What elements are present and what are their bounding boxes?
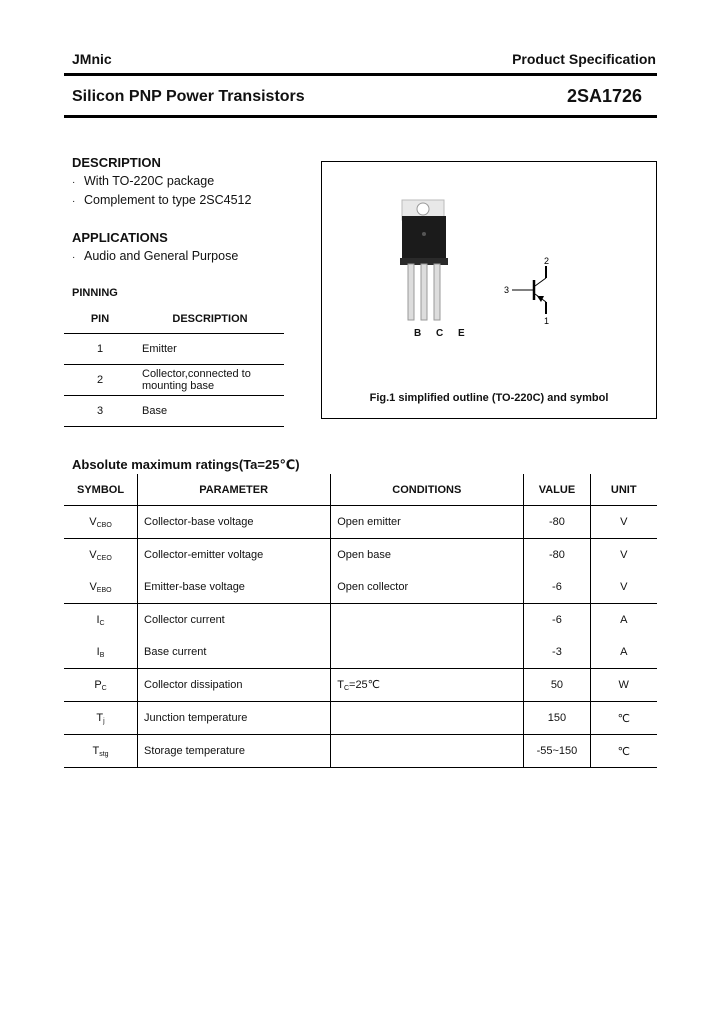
table-row: $P_C$ Collector dissipation $T_C=25℃$ 50 W — [64, 669, 657, 702]
to220-package-image — [396, 196, 456, 322]
table-row: 3 Base — [64, 396, 284, 427]
column-header: UNIT — [590, 474, 657, 506]
pnp-transistor-symbol-icon — [500, 254, 560, 324]
table-row: $V_{EBO}$ Emitter-base voltage Open collector -6 V — [64, 571, 657, 604]
table-row: $T_j$ Junction temperature 150 ℃ — [64, 702, 657, 735]
bullet-icon: · — [72, 196, 76, 207]
column-header: CONDITIONS — [331, 474, 524, 506]
description-item: · Complement to type 2SC4512 — [72, 193, 252, 207]
column-header: PIN — [90, 313, 110, 325]
symbol-cell: $I_B$ — [96, 645, 105, 659]
table-header — [64, 305, 284, 334]
lead-labels: B C E — [414, 328, 471, 339]
svg-text:1: 1 — [544, 316, 550, 324]
symbol-cell: $V_{EBO}$ — [89, 580, 112, 594]
table-row: $I_C$ Collector current -6 A — [64, 604, 657, 637]
table-row: 1 Emitter — [64, 334, 284, 365]
column-header: VALUE — [524, 474, 590, 506]
ratings-table — [64, 474, 657, 768]
bullet-icon: · — [72, 252, 76, 263]
table-row: $T_{stg}$ Storage temperature -55~150 ℃ — [64, 735, 657, 768]
company-name: JMnic — [72, 51, 112, 67]
symbol-cell: $P_C$ — [64, 669, 138, 702]
bullet-icon: · — [72, 177, 76, 188]
column-header: SYMBOL — [64, 474, 138, 506]
figure-caption: Fig.1 simplified outline (TO-220C) and symbol — [369, 392, 609, 404]
figure-box — [321, 161, 657, 419]
application-item: · Audio and General Purpose — [72, 249, 239, 263]
ratings-heading: Absolute maximum ratings(Ta=25℃) — [72, 457, 300, 472]
svg-text:2: 2 — [544, 256, 550, 266]
symbol-cell: $V_{CBO}$ — [89, 515, 112, 529]
description-item: · With TO-220C package — [72, 174, 215, 188]
table-row: $I_B$ Base current -3 A — [64, 636, 657, 669]
symbol-cell: $I_C$ — [64, 604, 138, 637]
title-divider — [64, 115, 657, 118]
condition-cell: $T_C=25℃$ — [331, 669, 524, 702]
table-header — [64, 474, 657, 506]
document-type: Product Specification — [512, 51, 656, 67]
table-row: $V_{CBO}$ Collector-base voltage Open emitter -80 V — [64, 506, 657, 539]
product-line-title: Silicon PNP Power Transistors — [72, 88, 305, 105]
table-row: $V_{CEO}$ Collector-emitter voltage Open base -80 V — [64, 539, 657, 572]
description-heading: DESCRIPTION — [72, 155, 161, 170]
pinning-table — [64, 305, 284, 427]
column-header: DESCRIPTION — [172, 313, 248, 325]
symbol-cell: $T_{stg}$ — [64, 735, 138, 768]
header-divider — [64, 73, 657, 76]
svg-text:3: 3 — [504, 285, 510, 295]
part-number: 2SA1726 — [566, 86, 642, 106]
table-row: 2 Collector,connected to mounting base — [64, 365, 284, 396]
applications-heading: APPLICATIONS — [72, 230, 168, 245]
column-header: PARAMETER — [138, 474, 331, 506]
symbol-cell: $T_j$ — [64, 702, 138, 735]
symbol-cell: $V_{CEO}$ — [64, 539, 138, 572]
pinning-heading: PINNING — [72, 287, 118, 299]
